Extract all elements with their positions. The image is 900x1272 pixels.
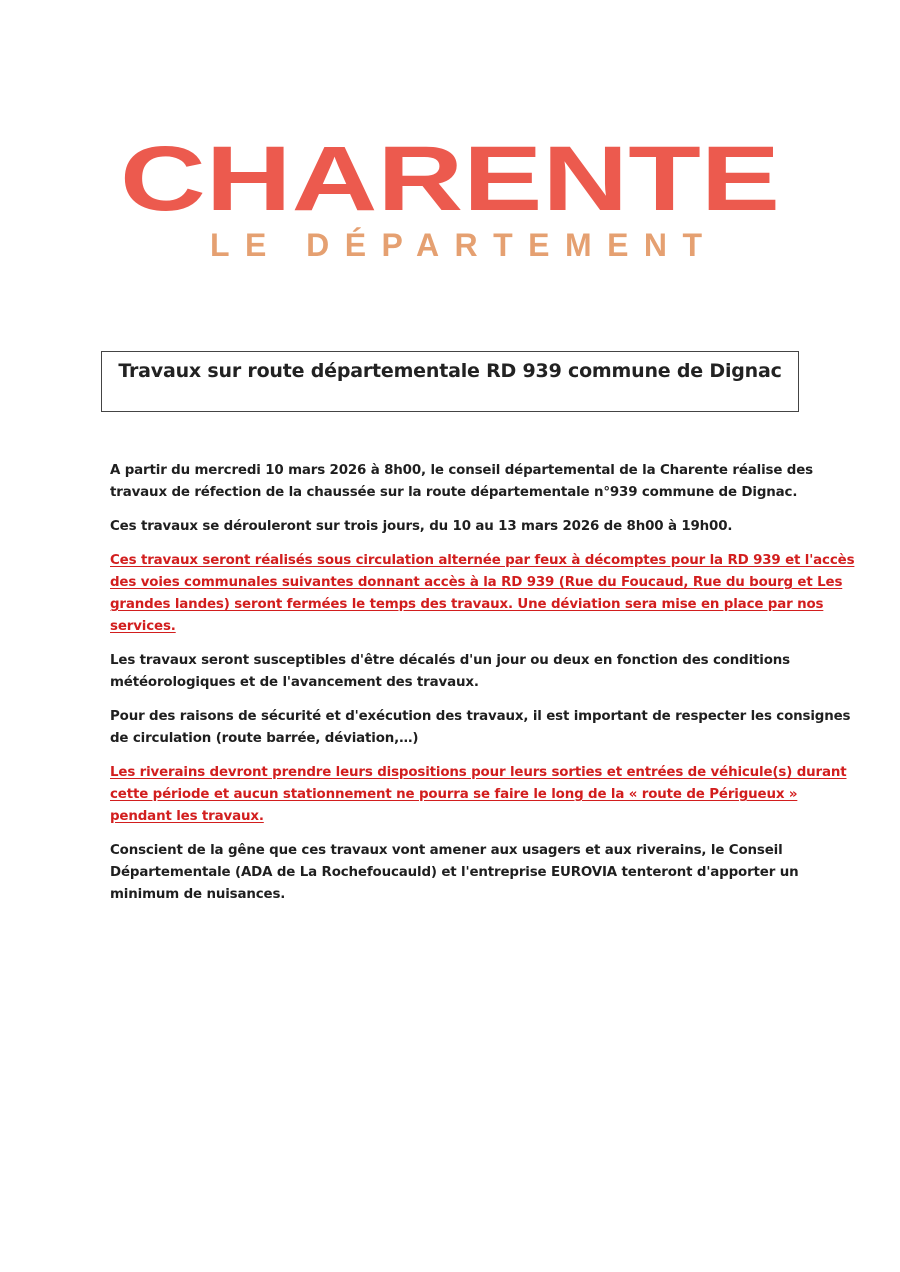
notice-body — [110, 460, 855, 918]
paragraph-line: des voies communales suivantes donnant accès à la RD 939 (Rue du Foucaud, Rue du bourg et Les — [110, 575, 843, 590]
paragraph-7 — [110, 840, 810, 906]
paragraph-line: Pour des raisons de sécurité et d'exécution des travaux, il est important de respecter les consignes — [110, 709, 851, 724]
paragraph-line: minimum de nuisances. — [110, 887, 286, 902]
title-box — [101, 351, 799, 412]
paragraph-line: de circulation (route barrée, déviation,…) — [110, 731, 419, 746]
paragraph-4 — [110, 650, 810, 694]
paragraph-line: cette période et aucun stationnement ne pourra se faire le long de la « route de Périgueux » — [110, 787, 798, 802]
paragraph-line: grandes landes) seront fermées le temps des travaux. Une déviation sera mise en place par nos — [110, 597, 824, 612]
paragraph-2 — [110, 516, 810, 538]
charente-logo — [118, 130, 782, 260]
paragraph-line: services. — [110, 619, 176, 634]
logo-main-text: CHARENTE — [120, 130, 780, 226]
paragraph-6 — [110, 762, 847, 828]
paragraph-line: Départementale (ADA de La Rochefoucauld) et l'entreprise EUROVIA tenteront d'apporter un — [110, 865, 799, 880]
paragraph-1 — [110, 460, 813, 504]
paragraph-5 — [110, 706, 851, 750]
logo-sub-wordmark — [206, 226, 706, 262]
paragraph-line: Les travaux seront susceptibles d'être décalés d'un jour ou deux en fonction des conditions — [110, 653, 790, 668]
paragraph-line: Les riverains devront prendre leurs dispositions pour leurs sorties et entrées de véhicule(s) durant — [110, 765, 847, 780]
paragraph-3 — [110, 550, 855, 638]
paragraph-line: Ces travaux seront réalisés sous circulation alternée par feux à décomptes pour la RD 939 et l'accès — [110, 553, 855, 568]
paragraph-line: Conscient de la gêne que ces travaux vont amener aux usagers et aux riverains, le Conseil — [110, 843, 783, 858]
page-title: Travaux sur route départementale RD 939 commune de Dignac — [118, 360, 782, 382]
paragraph-line: Ces travaux se dérouleront sur trois jours, du 10 au 13 mars 2026 de 8h00 à 19h00. — [110, 519, 733, 534]
paragraph-line: A partir du mercredi 10 mars 2026 à 8h00, le conseil départemental de la Charente réalise des — [110, 463, 813, 478]
paragraph-line: pendant les travaux. — [110, 809, 264, 824]
logo-main-wordmark — [118, 130, 782, 226]
paragraph-line: travaux de réfection de la chaussée sur la route départementale n°939 commune de Dignac. — [110, 485, 798, 500]
logo-sub-text: LE DÉPARTEMENT — [210, 227, 702, 262]
paragraph-line: météorologiques et de l'avancement des travaux. — [110, 675, 479, 690]
